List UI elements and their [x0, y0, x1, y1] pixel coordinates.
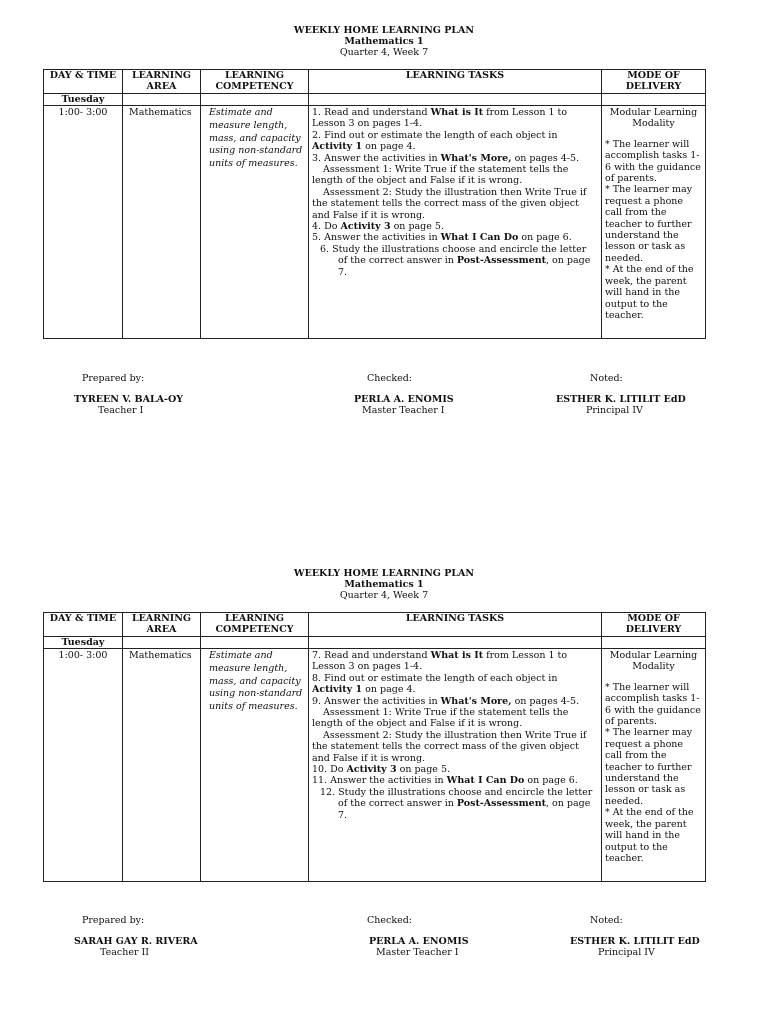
plan-title: WEEKLY HOME LEARNING PLAN [293, 25, 475, 36]
header-learning-area: LEARNING AREA [123, 70, 201, 94]
noted-role: Principal IV [598, 947, 655, 958]
prepared-name: SARAH GAY R. RIVERA [74, 936, 198, 947]
checked-by-block [354, 373, 484, 416]
noted-role: Principal IV [586, 405, 643, 416]
plan-subject: Mathematics 1 [344, 36, 424, 47]
noted-label: Noted: [590, 373, 623, 384]
task-item: 9. Answer the activities in What's More, on pages 4-5. [312, 695, 580, 707]
mode-item: * At the end of the week, the parent will hand in the output to the teacher. [605, 264, 694, 321]
noted-by-block [556, 373, 706, 416]
mode-item: Modular Learning Modality [609, 107, 698, 130]
day-label: Tuesday [44, 637, 123, 649]
task-item: 4. Do Activity 3 on page 5. [312, 221, 444, 233]
area-cell: Mathematics [123, 649, 201, 882]
day-row [44, 94, 706, 106]
task-item: 12. Study the illustrations choose and encircle the letter of the correct answer in Post-Assessment, on page 7. [320, 786, 593, 821]
checked-role: Master Teacher I [376, 947, 459, 958]
header-learning-area: LEARNING AREA [123, 613, 201, 637]
plan-subject: Mathematics 1 [344, 579, 424, 590]
time-cell: 1:00- 3:00 [44, 106, 123, 339]
checked-name: PERLA A. ENOMIS [369, 936, 469, 947]
plan-header [0, 568, 768, 601]
competency-cell: Estimate and measure length, mass, and capacity using non-standard units of measures. [201, 649, 309, 882]
checked-name: PERLA A. ENOMIS [354, 394, 454, 405]
prepared-role: Teacher II [100, 947, 150, 958]
prepared-name: TYREEN V. BALA-OY [74, 394, 183, 405]
mode-cell [602, 649, 706, 882]
mode-item: * At the end of the week, the parent will hand in the output to the teacher. [605, 807, 694, 864]
noted-label: Noted: [590, 915, 623, 926]
task-item: 6. Study the illustrations choose and encircle the letter of the correct answer in Post-Assessment, on page 7. [320, 243, 591, 278]
prepared-by-block [74, 915, 204, 958]
header-day-time: DAY & TIME [44, 613, 123, 637]
header-mode-of-delivery: MODE OF DELIVERY [602, 613, 706, 637]
task-item: Assessment 2: Study the illustration then Write True if the statement tells the correct mass of the given object and False if it is wrong. [312, 186, 587, 221]
day-label: Tuesday [44, 94, 123, 106]
table-row [44, 649, 706, 882]
task-item: 3. Answer the activities in What's More, on pages 4-5. [312, 152, 580, 164]
task-item: 11. Answer the activities in What I Can Do on page 6. [312, 775, 578, 787]
noted-name: ESTHER K. LITILIT EdD [556, 394, 686, 405]
task-item: 2. Find out or estimate the length of each object in Activity 1 on page 4. [312, 129, 558, 153]
checked-by-block [354, 915, 484, 958]
plan-title: WEEKLY HOME LEARNING PLAN [293, 568, 475, 579]
competency-cell: Estimate and measure length, mass, and capacity using non-standard units of measures. [201, 106, 309, 339]
checked-role: Master Teacher I [362, 405, 445, 416]
task-item: 8. Find out or estimate the length of each object in Activity 1 on page 4. [312, 672, 558, 696]
prepared-role: Teacher I [98, 405, 144, 416]
plan-quarter: Quarter 4, Week 7 [339, 47, 429, 58]
tasks-cell [309, 106, 602, 339]
header-row [44, 613, 706, 637]
table-row [44, 106, 706, 339]
mode-item: * The learner may request a phone call from the teacher to further understand the lesson or task as needed. [605, 727, 693, 807]
prepared-label: Prepared by: [82, 373, 145, 384]
task-item: 5. Answer the activities in What I Can Do on page 6. [312, 232, 572, 244]
task-item: Assessment 1: Write True if the statement tells the length of the object and False if it is wrong. [312, 164, 569, 187]
noted-name: ESTHER K. LITILIT EdD [570, 936, 700, 947]
task-item: Assessment 1: Write True if the statement tells the length of the object and False if it is wrong. [312, 707, 569, 730]
mode-item: * The learner will accomplish tasks 1-6 with the guidance of parents. [605, 138, 701, 185]
task-item: 1. Read and understand What is It from Lesson 1 to Lesson 3 on pages 1-4. [312, 107, 568, 130]
mode-item: Modular Learning Modality [609, 650, 698, 673]
plan-quarter: Quarter 4, Week 7 [339, 590, 429, 601]
day-row [44, 637, 706, 649]
noted-by-block [570, 915, 720, 958]
checked-label: Checked: [367, 373, 412, 384]
header-day-time: DAY & TIME [44, 70, 123, 94]
header-mode-of-delivery: MODE OF DELIVERY [602, 70, 706, 94]
mode-item: * The learner may request a phone call from the teacher to further understand the lesson or task as needed. [605, 184, 693, 264]
mode-item: * The learner will accomplish tasks 1-6 with the guidance of parents. [605, 681, 701, 728]
task-item: 7. Read and understand What is It from Lesson 1 to Lesson 3 on pages 1-4. [312, 650, 568, 673]
header-learning-tasks: LEARNING TASKS [309, 70, 602, 94]
time-cell: 1:00- 3:00 [44, 649, 123, 882]
plan-table [43, 612, 706, 882]
tasks-cell [309, 649, 602, 882]
header-row [44, 70, 706, 94]
task-item: 10. Do Activity 3 on page 5. [312, 764, 451, 776]
header-learning-tasks: LEARNING TASKS [309, 613, 602, 637]
mode-cell [602, 106, 706, 339]
area-cell: Mathematics [123, 106, 201, 339]
prepared-label: Prepared by: [82, 915, 145, 926]
prepared-by-block [74, 373, 204, 416]
header-learning-competency: LEARNING COMPETENCY [201, 613, 309, 637]
task-item: Assessment 2: Study the illustration then Write True if the statement tells the correct mass of the given object and False if it is wrong. [312, 729, 587, 764]
checked-label: Checked: [367, 915, 412, 926]
plan-header [0, 25, 768, 58]
plan-table [43, 69, 706, 339]
header-learning-competency: LEARNING COMPETENCY [201, 70, 309, 94]
